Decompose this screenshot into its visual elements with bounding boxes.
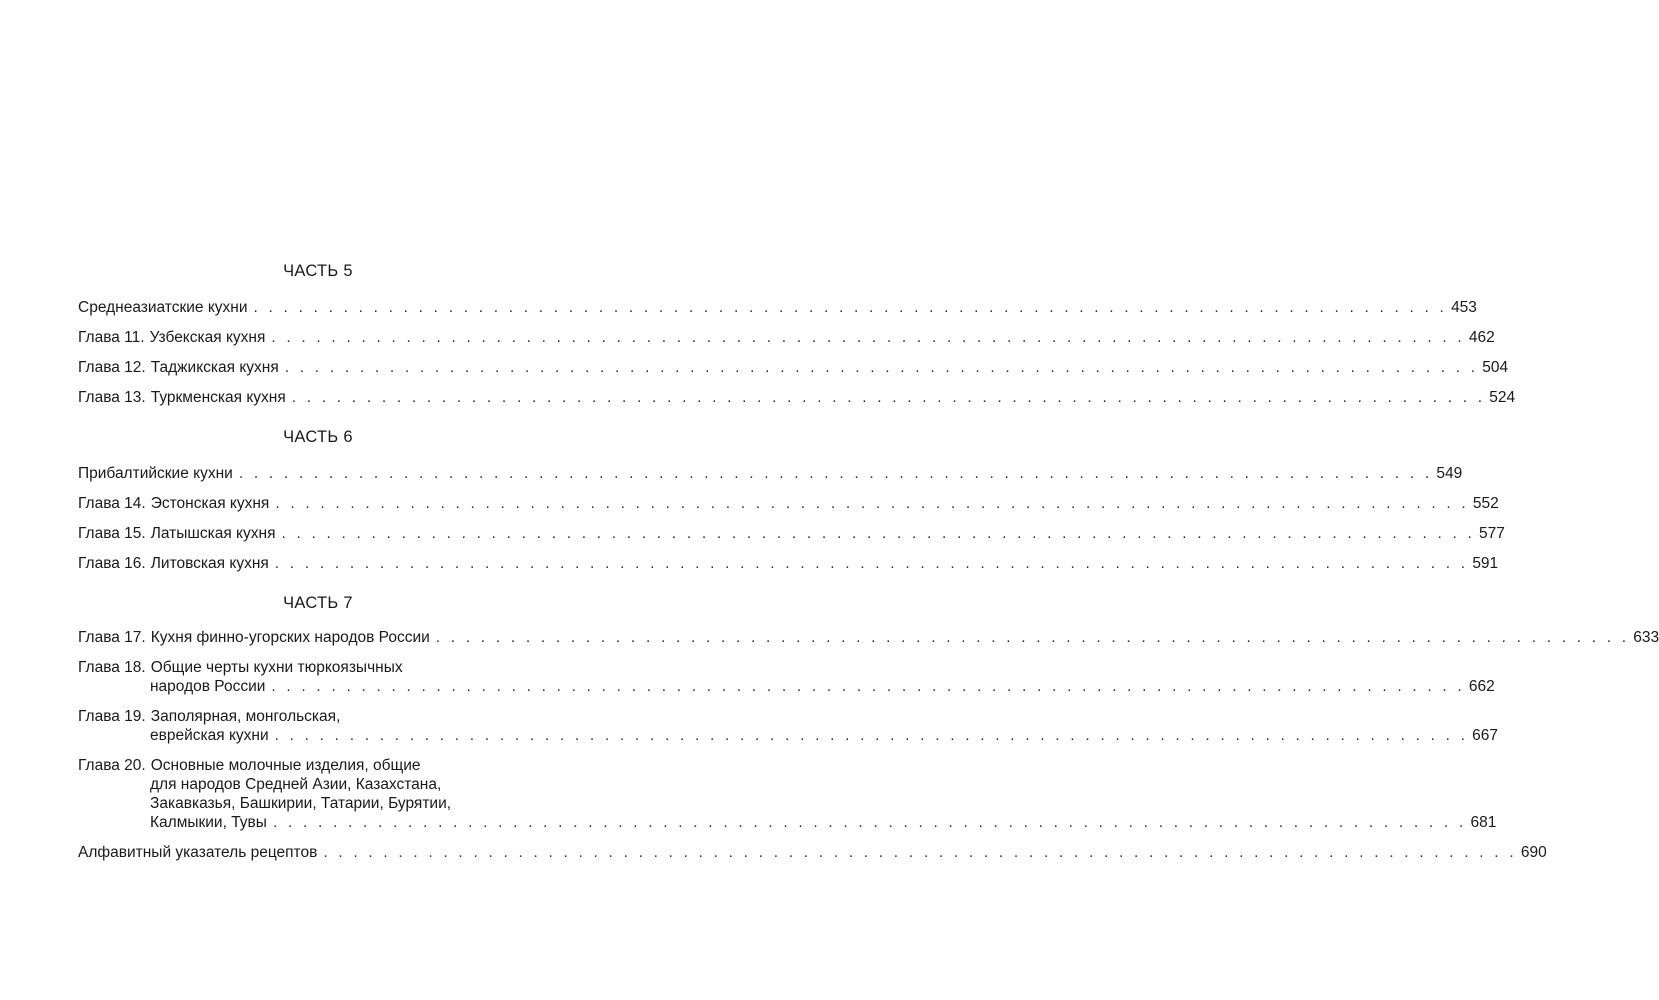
entry-title: Среднеазиатские кухни [78,299,248,316]
toc-entry[interactable] [78,707,1499,745]
entry-title: Прибалтийские кухни [78,465,233,482]
dot-leader: . . . . . . . . . . . . . . . . . . . . . . . . . . . . . . . . . . . . . . . . . . . . . . . . . . . . . . . . . . . . . . . . . . . . . . . . . . . . . . . . [274,555,1469,572]
part-title: ЧАСТЬ 6 [283,428,353,446]
entry-title: Латышская кухня [150,525,276,542]
chapter-label: Глава 11. [78,329,145,346]
toc-line [78,794,578,813]
entry-title: Туркменская кухня [150,389,286,406]
toc-line [78,756,578,775]
entry-title: Закавказья, Башкирии, Татарии, Бурятии, [150,795,452,812]
toc-entry[interactable] [78,524,1505,543]
entry-title: Общие черты кухни тюркоязычных [150,659,403,676]
toc-entry[interactable] [78,358,1509,377]
chapter-label: Глава 19. [78,708,146,725]
toc-line [78,328,1495,347]
part-title: ЧАСТЬ 7 [283,594,353,612]
dot-leader: . . . . . . . . . . . . . . . . . . . . . . . . . . . . . . . . . . . . . . . . . . . . . . . . . . . . . . . . . . . . . . . . . . . . . . . . . . . . . . . . [281,525,1475,542]
page-number: 633 [1633,629,1659,646]
toc-line [78,707,578,726]
toc-entry[interactable] [78,464,1463,483]
toc-line [78,554,1499,573]
dot-leader: . . . . . . . . . . . . . . . . . . . . . . . . . . . . . . . . . . . . . . . . . . . . . . . . . . . . . . . . . . . . . . . . . . . . . . . . . . . . . . . . [284,359,1479,376]
page-number: 524 [1489,389,1516,406]
dot-leader: . . . . . . . . . . . . . . . . . . . . . . . . . . . . . . . . . . . . . . . . . . . . . . . . . . . . . . . . . . . . . . . . . . . . . . . . . . . . . . . . [272,814,1467,831]
page-number: 681 [1470,814,1497,831]
toc-entry[interactable] [78,554,1499,573]
entry-title: Таджикская кухня [150,359,279,376]
toc-entry[interactable] [78,298,1477,317]
page-number: 662 [1468,678,1495,695]
page-number: 667 [1472,727,1499,744]
table-of-contents [78,262,1659,873]
dot-leader: . . . . . . . . . . . . . . . . . . . . . . . . . . . . . . . . . . . . . . . . . . . . . . . . . . . . . . . . . . . . . . . . . . . . . . . . . . . . . . . . [323,844,1517,861]
toc-line [78,775,578,794]
page-number: 549 [1436,465,1463,482]
toc-line [78,494,1499,513]
entry-title: Заполярная, монгольская, [150,708,341,725]
toc-entry[interactable] [78,494,1499,513]
part-title: ЧАСТЬ 5 [283,262,353,280]
entry-title: Узбекская кухня [149,329,266,346]
toc-entry[interactable] [78,756,1497,832]
dot-leader: . . . . . . . . . . . . . . . . . . . . . . . . . . . . . . . . . . . . . . . . . . . . . . . . . . . . . . . . . . . . . . . . . . . . . . . . . . . . . . . . [275,495,1469,512]
entry-title: Литовская кухня [150,555,269,572]
chapter-label: Глава 15. [78,525,146,542]
entry-title: Основные молочные изделия, общие [150,757,421,774]
toc-entry[interactable] [78,328,1495,347]
toc-line [78,464,1463,483]
dot-leader: . . . . . . . . . . . . . . . . . . . . . . . . . . . . . . . . . . . . . . . . . . . . . . . . . . . . . . . . . . . . . . . . . . . . . . . . . . . . . . . . [253,299,1448,316]
entry-title: для народов Средней Азии, Казахстана, [150,776,442,793]
entry-title: еврейская кухни [150,727,269,744]
chapter-label: Глава 16. [78,555,146,572]
entry-title: Калмыкии, Тувы [150,814,267,831]
dot-leader: . . . . . . . . . . . . . . . . . . . . . . . . . . . . . . . . . . . . . . . . . . . . . . . . . . . . . . . . . . . . . . . . . . . . . . . . . . . . . . . . [271,678,1465,695]
toc-line [78,628,1659,647]
chapter-label: Глава 14. [78,495,146,512]
toc-entry[interactable] [78,628,1659,647]
dot-leader: . . . . . . . . . . . . . . . . . . . . . . . . . . . . . . . . . . . . . . . . . . . . . . . . . . . . . . . . . . . . . . . . . . . . . . . . . . . . . . . . [291,389,1486,406]
dot-leader: . . . . . . . . . . . . . . . . . . . . . . . . . . . . . . . . . . . . . . . . . . . . . . . . . . . . . . . . . . . . . . . . . . . . . . . . . . . . . . . . [271,329,1465,346]
page-number: 591 [1472,555,1499,572]
page-number: 453 [1451,299,1477,316]
chapter-label: Глава 17. [78,629,146,646]
toc-entry[interactable] [78,658,1495,696]
toc-line [78,388,1516,407]
page-number: 504 [1482,359,1509,376]
page-number: 690 [1520,844,1547,861]
chapter-label: Глава 13. [78,389,146,406]
dot-leader: . . . . . . . . . . . . . . . . . . . . . . . . . . . . . . . . . . . . . . . . . . . . . . . . . . . . . . . . . . . . . . . . . . . . . . . . . . . . . . . . [435,629,1630,646]
chapter-label: Глава 20. [78,757,146,774]
entry-title: Эстонская кухня [150,495,270,512]
toc-line [78,358,1509,377]
page-number: 552 [1472,495,1499,512]
entry-title: Алфавитный указатель рецептов [78,844,318,861]
page-number: 577 [1479,525,1505,542]
chapter-label: Глава 12. [78,359,146,376]
toc-line [78,524,1505,543]
dot-leader: . . . . . . . . . . . . . . . . . . . . . . . . . . . . . . . . . . . . . . . . . . . . . . . . . . . . . . . . . . . . . . . . . . . . . . . . . . . . . . . . [274,727,1469,744]
toc-line [78,843,1547,862]
toc-entry[interactable] [78,388,1516,407]
chapter-label: Глава 18. [78,659,146,676]
toc-entry[interactable] [78,843,1547,862]
toc-line [78,813,1497,832]
page-number: 462 [1468,329,1495,346]
toc-line [78,298,1477,317]
toc-line [78,658,578,677]
entry-title: Кухня финно-угорских народов России [150,629,430,646]
dot-leader: . . . . . . . . . . . . . . . . . . . . . . . . . . . . . . . . . . . . . . . . . . . . . . . . . . . . . . . . . . . . . . . . . . . . . . . . . . . . . . . . [238,465,1433,482]
toc-line [78,677,1495,696]
toc-line [78,726,1499,745]
entry-title: народов России [150,678,266,695]
